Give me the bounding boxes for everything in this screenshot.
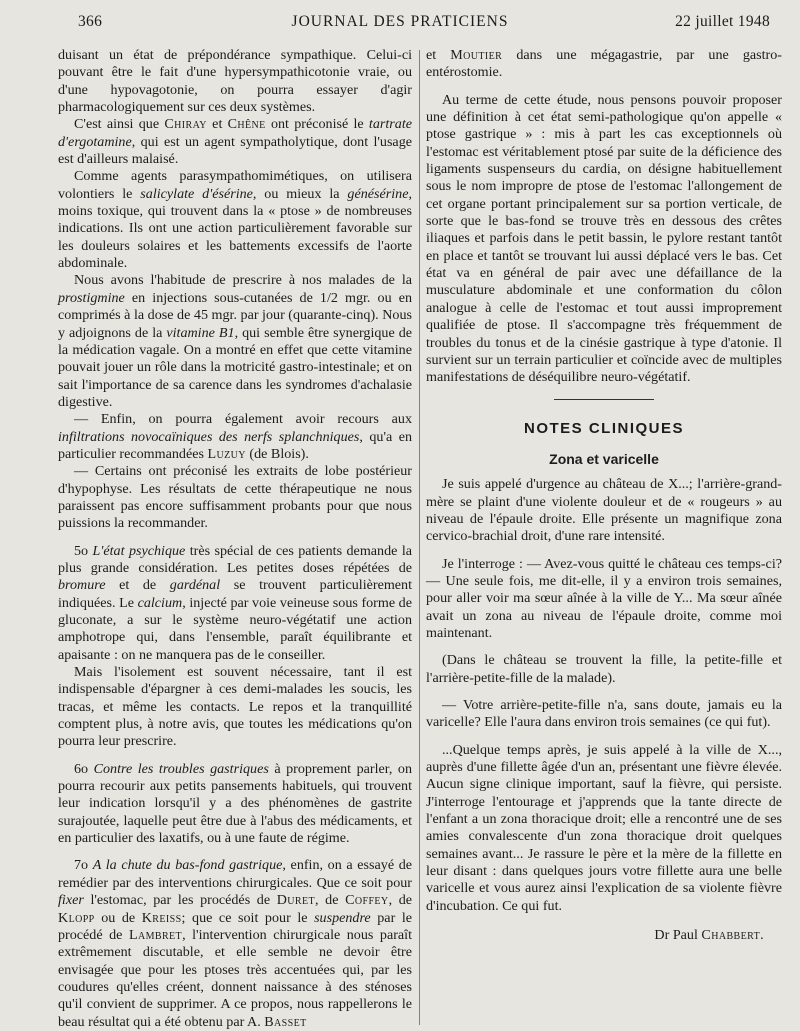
left-column [58, 47, 412, 1031]
paragraph: 5o L'état psychique très spécial de ces patients demande la plus grande considération. Les petites doses répétées de bromure et de gardénal se trouvent particulièrement indiquées. Le calcium, injecté par voie veineuse sous forme de gluconate, a sur le système neuro-végétatif une action amphotrope qui, dans l'ensemble, paraît équilibrante et apaisante : on ne manquera pas de le conseiller. [58, 542, 413, 663]
author-signature: Dr Paul Chabbert. [654, 927, 764, 944]
paragraph: Je l'interroge : — Avez-vous quitté le château ces temps-ci? — Une seule fois, me dit-elle, il y a environ trois semaines, pour aller voir ma sœur aînée à la ville de Y... Ma sœur aînée avait un zona au niveau de l'épaule droite, comme moi maintenant. [426, 555, 782, 641]
paragraph: Nous avons l'habitude de prescrire à nos malades de la prostigmine en injections sous-cutanées de 1/2 mgr. ou en comprimés à la dose de 45 mgr. par jour (quarante-cinq). Nous y adjoignons de la vitamine B1, qui semble être synergique de la médication vagale. On a montré en effet que cette vitamine pouvait jouer un rôle dans la motricité gastro-intestinale; et on sait l'importance de sa carence dans les syndromes d'achalasie digestive. [58, 272, 413, 410]
right-column [426, 47, 782, 944]
paragraph: — Certains ont préconisé les extraits de lobe postérieur d'hypophyse. Les résultats de cette thérapeutique ne nous paraissent pas encore suffisamment probants pour que nous puissions la recommander. [58, 463, 412, 532]
paragraph: duisant un état de prépondérance sympathique. Celui-ci pouvant être le fait d'une hypersympathicotonie vraie, ou d'une hypovagotonie, on pourra essayer d'agir pharmacologiquement sur ces deux systèmes. [58, 47, 412, 116]
paragraph: — Enfin, on pourra également avoir recours aux infiltrations novocaïniques des nerfs splanchniques, qu'a en particulier recommandées Luzuy (de Blois). [58, 411, 413, 462]
paragraph: 7o A la chute du bas-fond gastrique, enfin, on a essayé de remédier par des interventions chirurgicales. Que ce soit pour fixer l'estomac, par les procédés de Duret, de Coffey, de Klopp ou de Kreiss; que ce soit pour le suspendre par le procédé de Lambret, l'intervention chirurgicale nous paraît extrêmement discutable, et elle semble ne devoir être envisagée que pour les ptoses très accentuées qui, par les coudures qu'elles créent, donnent naissance à des sténoses qu'il convient de supprimer. A ce propos, nous rappellerons le beau résultat qui a été obtenu par A. Basset [58, 857, 413, 1030]
paragraph: Je suis appelé d'urgence au château de X...; l'arrière-grand-mère se plaint d'une violente douleur et de « rougeurs » au niveau de l'épaule droite. Elle présente un magnifique zona cervico-brachial droit, d'une rare intensité. [426, 476, 782, 545]
paragraph: Comme agents parasympathomimétiques, on utilisera volontiers le salicylate d'ésérine, ou mieux la génésérine, moins toxique, qui trouvent dans la « ptose » de nombreuses indications. Ils ont une action particulièrement favorable sur les douleurs solaires et les battements excessifs de l'aorte abdominale. [58, 168, 412, 272]
paragraph: et Moutier dans une mégagastrie, par une gastro-entérostomie. [426, 47, 782, 81]
page-number: 366 [78, 13, 103, 30]
section-title: NOTES CLINIQUES [523, 419, 684, 437]
column-divider [419, 50, 420, 1025]
running-header [0, 0, 800, 44]
paragraph: (Dans le château se trouvent la fille, la petite-fille et l'arrière-petite-fille de la malade). [426, 652, 782, 686]
paragraph: ...Quelque temps après, je suis appelé à la ville de X..., auprès d'une fillette âgée d'un an, présentant une fièvre élevée. Aucun signe clinique important, sauf la fièvre, qui persiste. J'interroge l'entourage et j'apprends que la tante directe de l'enfant a un zona thoracique droit; elle a rencontré une de ses amies convalescente d'un zona thoracique droit quelques semaines avant... Je rassure le père et la mère de la fillette en leur disant : dans quelques jours votre fillette aura une belle varicelle et vous aurez ainsi l'explication de sa violente fièvre d'incubation. Ce qui fut. [426, 741, 782, 914]
article-title: Zona et varicelle [549, 450, 659, 467]
paragraph: Mais l'isolement est souvent nécessaire, tant il est indispensable d'épargner à ces demi-malades les soucis, les tracas, et même les contacts. Le repos et la tranquillité comptent plus, à notre avis, que toutes les médications qu'on pourra leur prescrire. [58, 664, 412, 750]
issue-date: 22 juillet 1948 [675, 13, 770, 30]
paragraph: C'est ainsi que Chiray et Chêne ont préconisé le tartrate d'ergotamine, qui est un agent sympatholytique, dont l'usage est d'ailleurs malaisé. [58, 116, 412, 168]
journal-title: JOURNAL DES PRATICIENS [291, 13, 509, 30]
paragraph: 6o Contre les troubles gastriques à proprement parler, on pourra recourir aux petits pansements habituels, qui trouvent leur indication lorsqu'il y a des phénomènes de gastrite surajoutée, laquelle peut être due à l'abus des médicaments, et en particulier des laxatifs, ou à une faute de régime. [58, 760, 412, 847]
section-divider [554, 399, 654, 400]
paragraph: Au terme de cette étude, nous pensons pouvoir proposer une définition à cet état semi-pathologique qu'on appelle « ptose gastrique » : mis à part les cas exceptionnels où l'estomac est véritablement ptosé par suite de la déficience des ligaments suspenseurs du cardia, on désigne habituellement sous le nom impropre de ptose de l'estomac l'allongement de cet organe portant principalement sur sa portion verticale, de sorte que le bas-fond se trouve très en dessous des crêtes iliaques et parfois dans le petit bassin, le pylore restant tantôt en place et tantôt se trouvant lui aussi déplacé vers le bas. Cet état va en général de pair avec une défaillance de la musculature abdominale et une conformation du côlon analogue à celle de l'estomac et tout aussi improprement qualifiée de ptose. Il s'accompagne très fréquemment de troubles du tonus et de la cinésie gastrique à type d'atonie. Il survient sur un terrain particulier et coïncide avec de multiples manifestations de déséquilibre neuro-végétatif. [426, 91, 782, 386]
paragraph: — Votre arrière-petite-fille n'a, sans doute, jamais eu la varicelle? Elle l'aura dans environ trois semaines (ce qui fut). [426, 697, 782, 731]
